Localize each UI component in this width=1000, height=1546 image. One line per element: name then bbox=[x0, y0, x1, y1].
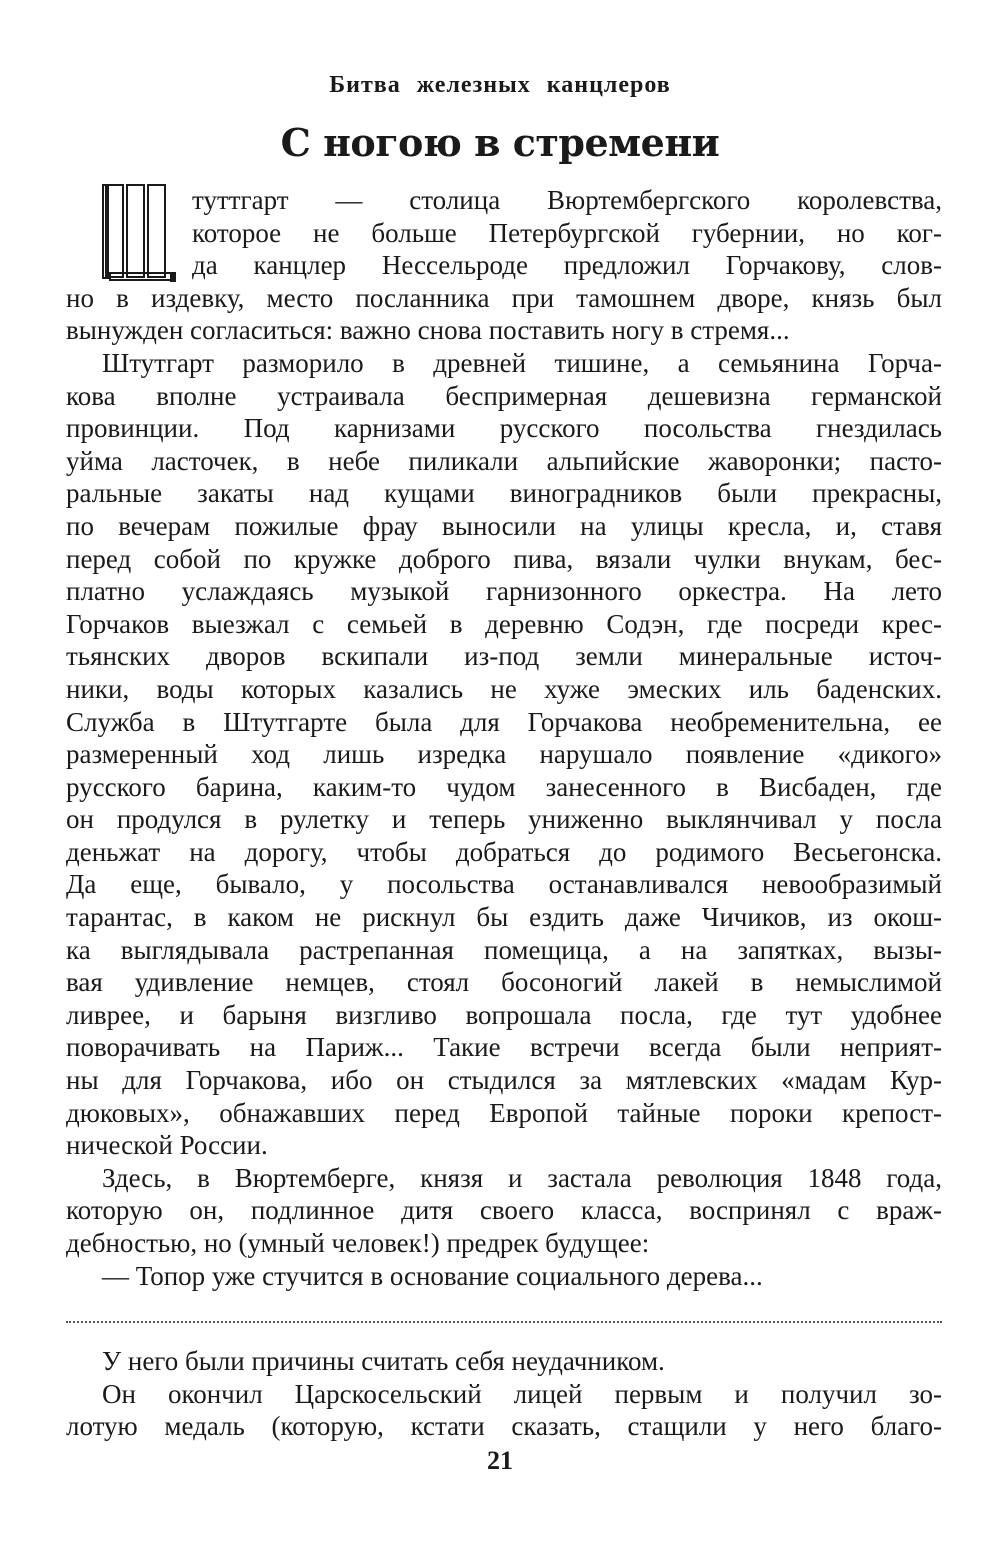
text-line: Горчаков выезжал с семьей в деревню Содэн, где посреди крес- bbox=[66, 608, 942, 639]
text-line: ники, воды которых казались не хуже эмеских иль баденских. bbox=[66, 673, 942, 704]
quote-line bbox=[66, 1260, 942, 1293]
text-line: платно услаждаясь музыкой гарнизонного оркестра. На лето bbox=[66, 576, 942, 607]
text-line: которое не больше Петербургской губернии, но ког- bbox=[192, 217, 942, 248]
page-number: 21 bbox=[487, 1446, 513, 1475]
text-line: лотую медаль (которую, кстати сказать, стащили у него благо- bbox=[66, 1411, 942, 1442]
text-line: нической России. bbox=[66, 1130, 268, 1161]
body-text bbox=[66, 184, 942, 1292]
section-divider bbox=[66, 1321, 942, 1323]
paragraph-3 bbox=[66, 1162, 942, 1260]
text-line: тарантас, в каком не рискнул бы ездить даже Чичиков, из окош- bbox=[66, 902, 942, 933]
text-line: Он окончил Царскосельский лицей первым и получил зо- bbox=[102, 1378, 942, 1409]
text-line: дебностью, но (умный человек!) предрек будущее: bbox=[66, 1228, 650, 1258]
text-line: русского барина, каким-то чудом занесенного в Висбаден, где bbox=[66, 771, 942, 802]
text-line: вая удивление немцев, стоял босоногий лакей в немыслимой bbox=[66, 967, 942, 998]
text-line: — Топор уже стучится в основание социального дерева... bbox=[102, 1260, 763, 1291]
text-line: тьянских дворов вскипали из-под земли минеральные источ- bbox=[66, 641, 942, 672]
text-line: Здесь, в Вюртемберге, князя и застала революция 1848 года, bbox=[102, 1162, 942, 1193]
text-line: Служба в Штутгарте была для Горчакова необременительна, ее bbox=[66, 706, 942, 737]
text-line: ка выглядывала растрепанная помещица, а на запятках, вызы- bbox=[66, 934, 942, 965]
text-line: ливрее, и барыня визгливо вопрошала посла, где тут удобнее bbox=[66, 999, 942, 1030]
paragraph-1 bbox=[66, 184, 942, 347]
text-line: вынужден согласиться: важно снова поставить ногу в стремя... bbox=[66, 315, 790, 346]
text-line: по вечерам пожилые фрау выносили на улицы кресла, и, ставя bbox=[66, 510, 942, 541]
text-line: ны для Горчакова, ибо он стыдился за мятлевских «мадам Кур- bbox=[66, 1065, 942, 1096]
running-head: Битва железных канцлеров bbox=[329, 72, 671, 98]
text-line: которую он, подлинное дитя своего класса, воспринял с враж- bbox=[66, 1195, 942, 1226]
text-line: размеренный ход лишь изредка нарушало появление «дикого» bbox=[66, 739, 942, 770]
text-line: Да еще, бывало, у посольства останавливался невообразимый bbox=[66, 869, 942, 900]
drop-cap bbox=[66, 184, 186, 282]
text-line: поворачивать на Париж... Такие встречи всегда были неприят- bbox=[66, 1032, 942, 1063]
text-line: уйма ласточек, в небе пиликали альпийские жаворонки; пасто- bbox=[66, 445, 942, 476]
text-line: дюковых», обнажавших перед Европой тайные пороки крепост- bbox=[66, 1097, 942, 1128]
text-line: он продулся в рулетку и теперь униженно выклянчивал у посла bbox=[66, 804, 942, 835]
text-line: ральные закаты над кущами виноградников были прекрасны, bbox=[66, 478, 942, 509]
text-line: Штутгарт разморило в древней тишине, а семьянина Горча- bbox=[102, 347, 942, 378]
text-line: но в издевку, место посланника при тамошнем дворе, князь был bbox=[66, 282, 942, 313]
paragraph-4 bbox=[66, 1345, 942, 1378]
text-line: перед собой по кружке доброго пива, вязали чулки внукам, бес- bbox=[66, 543, 942, 574]
text-line: туттгарт — столица Вюртембергского королевства, bbox=[192, 185, 942, 215]
text-line: провинции. Под карнизами русского посольства гнездилась bbox=[66, 413, 942, 444]
body-text-continued bbox=[66, 1345, 942, 1443]
text-line: деньжат на дорогу, чтобы добраться до родимого Весьегонска. bbox=[66, 836, 942, 867]
paragraph-2 bbox=[66, 347, 942, 1162]
paragraph-5 bbox=[66, 1378, 942, 1443]
text-line: да канцлер Нессельроде предложил Горчакову, слов- bbox=[192, 250, 942, 281]
text-line: кова вполне устраивала беспримерная дешевизна германской bbox=[66, 380, 942, 411]
text-line: У него были причины считать себя неудачником. bbox=[102, 1346, 665, 1376]
chapter-title: С ногою в стремени bbox=[280, 120, 720, 165]
